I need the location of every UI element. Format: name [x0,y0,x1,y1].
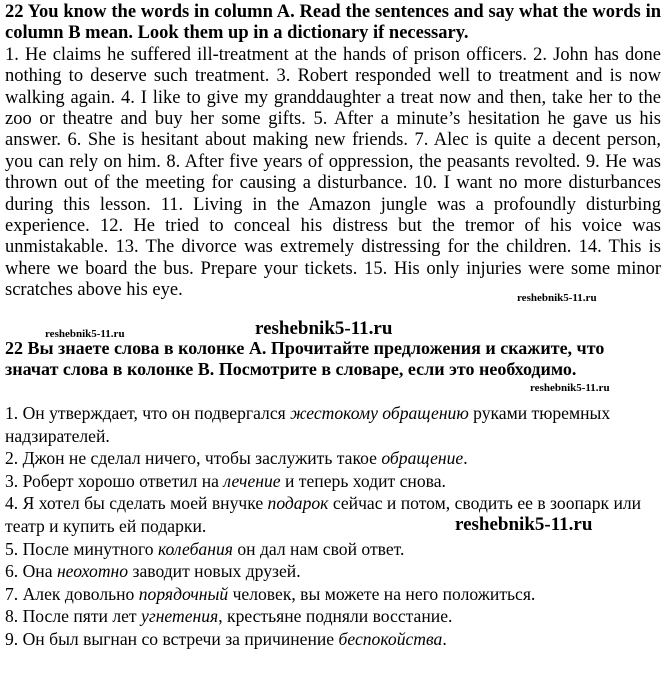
ru-highlight-4: подарок [267,493,329,514]
watermark: reshebnik5-11.ru [455,514,593,535]
watermark: reshebnik5-11.ru [255,318,393,339]
ru-highlight-1: жестокому обращению [290,403,469,423]
ru-sentence-1: 1. Он утверждает, что он подвергался жестокому обращению руками тюремных надзирателей. [5,403,611,446]
ru-highlight-5: колебания [157,538,233,559]
ru-sentence-2: 2. Джон не сделал ничего, чтобы заслужить такое обращение. [5,448,468,469]
ru-highlight-3: лечение [223,470,281,491]
watermark: reshebnik5-11.ru [45,328,125,340]
ru-sentence-9: 9. Он был выгнан со встречи за причинение беспокойства. [5,628,447,649]
watermark: reshebnik5-11.ru [517,292,597,304]
ru-sentence-7: 7. Алек довольно порядочный человек, вы можете на него положиться. [5,583,536,604]
ru-highlight-2: обращение [381,448,464,469]
ru-sentence-6: 6. Она неохотно заводит новых друзей. [5,561,301,582]
ru-highlight-7: порядочный [138,583,229,604]
ru-highlight-8: угнетения [141,606,219,627]
ru-sentence-4: 4. Я хотел бы сделать моей внучке подарок сейчас и потом, сводить ее в зоопарк или театр и купить ей подарки. [5,493,642,536]
ru-sentence-3: 3. Роберт хорошо ответил на лечение и теперь ходит снова. [5,470,446,491]
exercise-title-en: 22 You know the words in column A. Read the sentences and say what the words in column B mean. Look them up in a dictionary if necessary. [5,2,661,44]
ru-highlight-9: беспокойства [338,628,443,649]
ru-highlight-6: неохотно [56,561,129,582]
ru-sentence-8: 8. После пяти лет угнетения, крестьяне подняли восстание. [5,606,453,627]
exercise-22-english [5,2,661,302]
watermark: reshebnik5-11.ru [530,382,610,394]
exercise-body-en: 1. He claims he suffered ill-treatment at the hands of prison officers. 2. John has done nothing to deserve such treatment. 3. Robert responded well to treatment and is now walking again. 4. I like to give my granddaughter a treat now and then, take her to the zoo or theatre and buy her some gifts. 5. After a minute’s hesitation he gave us his answer. 6. She is hesitant about making new friends. 7. Alec is quite a decent person, you can rely on him. 8. After five years of oppression, the peasants revolted. 9. He was thrown out of the meeting for causing a disturbance. 10. I want no more disturbances during this lesson. 11. Living in the Amazon jungle was a profoundly disturbing experience. 12. He tried to conceal his distress but the tremor of his voice was unmistakable. 13. The divorce was extremely distressing for the children. 14. This is where we board the bus. Prepare your tickets. 15. His only injuries were some minor scratches above his eye. [5,44,661,301]
ru-sentence-5: 5. После минутного колебания он дал нам свой ответ. [5,538,405,559]
exercise-title-ru: 22 Вы знаете слова в колонке А. Прочитайте предложения и скажите, что значат слова в колонке В. Посмотрите в словаре, если это необходимо. [5,338,605,379]
